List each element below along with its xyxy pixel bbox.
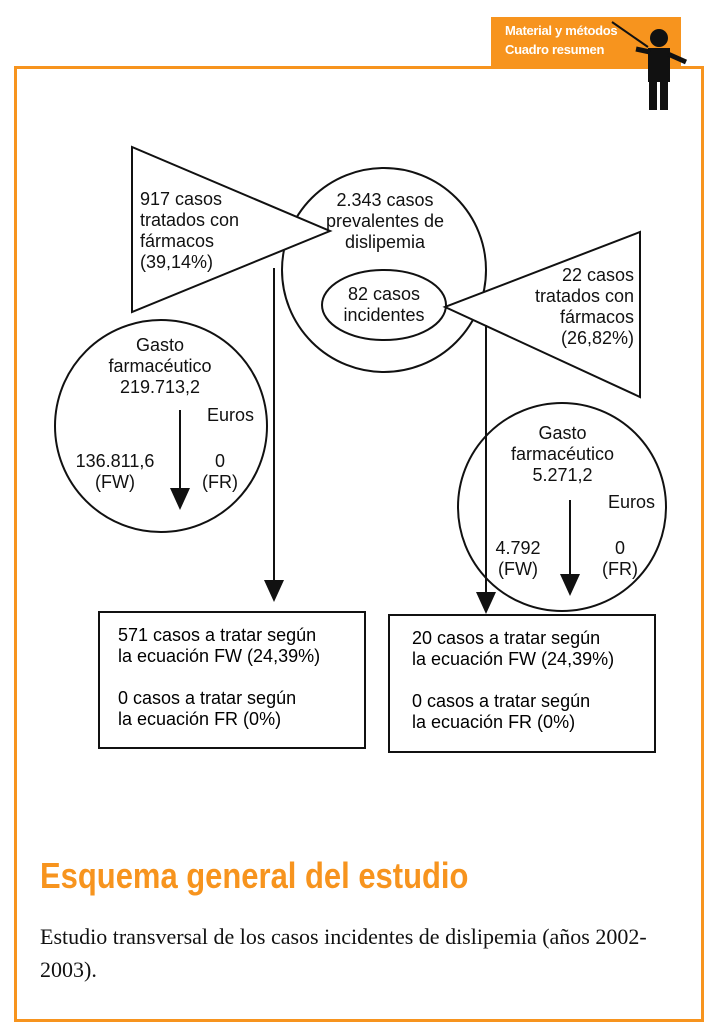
right-result-fr: 0 casos a tratar según la ecuación FR (0%) [412,691,591,732]
right-spending-fr: 0 (FR) [602,538,638,579]
right-spending-label: Gasto farmacéutico 5.271,2 [510,423,615,485]
right-result-box [388,614,656,753]
left-spending-fr: 0 (FR) [202,451,238,492]
left-spending-unit: Euros [207,405,255,425]
page-description: Estudio transversal de los casos incidentes de dislipemia (años 2002-2003). [40,924,647,982]
page-title: Esquema general del estudio [40,855,469,896]
right-result-fw: 20 casos a tratar según la ecuación FW (24,39%) [412,628,615,669]
right-spending-unit: Euros [608,492,656,512]
left-result-fr: 0 casos a tratar según la ecuación FR (0%) [118,688,297,729]
left-spending-label: Gasto farmacéutico 219.713,2 [108,335,212,397]
right-triangle-text: 22 casos tratados con fármacos (26,82%) [534,265,634,348]
left-result-box [98,611,366,749]
right-spending-fw: 4.792 (FW) [495,538,541,579]
left-triangle-text: 917 casos tratados con fármacos (39,14%) [140,189,240,272]
badge-line-2: Cuadro resumen [505,42,605,57]
incident-cases-text: 82 casos incidentes [343,284,425,325]
badge-line-1: Material y métodos [505,23,618,38]
prevalent-cases-text: 2.343 casos prevalentes de dislipemia [325,190,445,252]
left-result-fw: 571 casos a tratar según la ecuación FW (24,39%) [118,625,321,666]
left-spending-fw: 136.811,6 (FW) [75,451,155,492]
presenter-icon [612,22,686,110]
